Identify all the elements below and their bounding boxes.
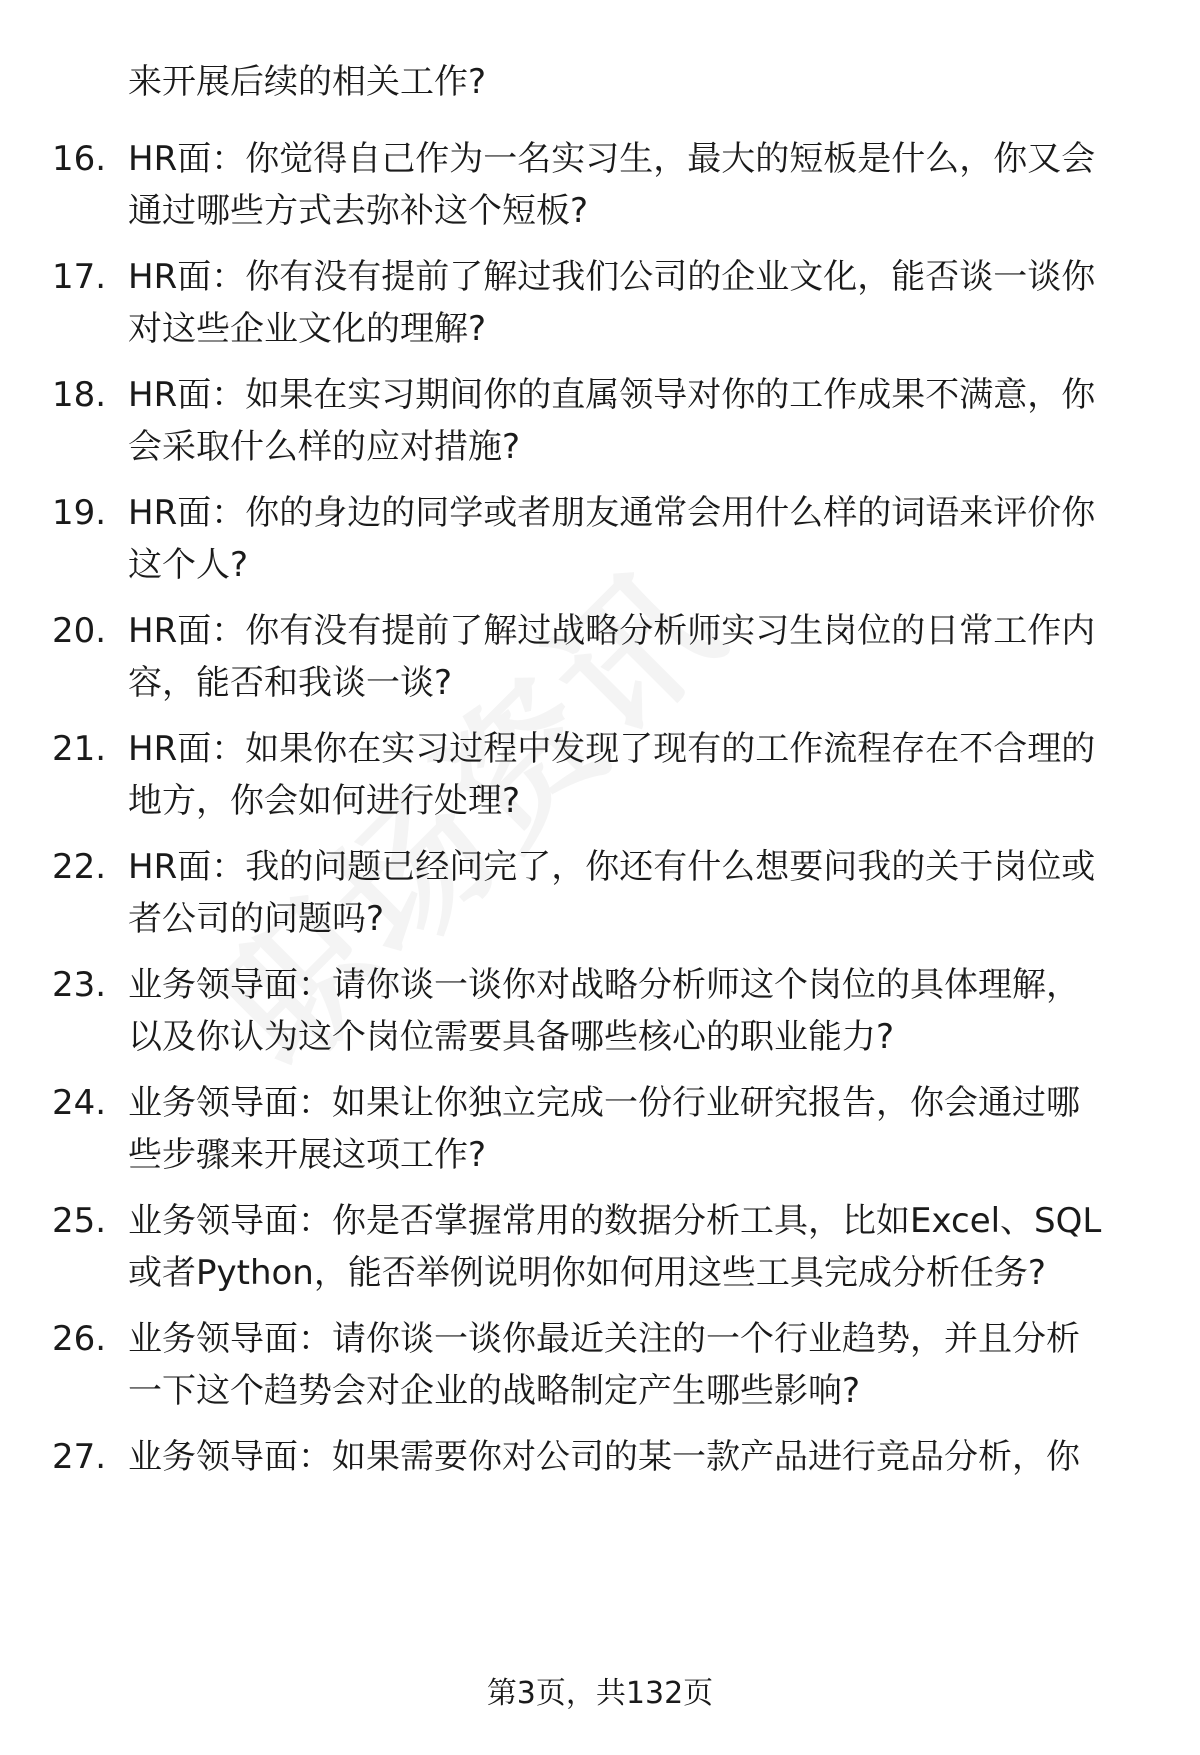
- item-line: 业务领导面：如果需要你对公司的某一款产品进行竞品分析，你: [128, 1437, 1080, 1477]
- item-number: 24.: [52, 1083, 107, 1123]
- item-line: 通过哪些方式去弥补这个短板?: [128, 191, 589, 231]
- item-line: 业务领导面：你是否掌握常用的数据分析工具，比如Excel、SQL: [128, 1201, 1102, 1241]
- item-number: 20.: [52, 611, 107, 651]
- item-text: [128, 1313, 1160, 1417]
- item-line: 业务领导面：请你谈一谈你对战略分析师这个岗位的具体理解，: [128, 965, 1080, 1005]
- page-footer: 第3页，共132页: [486, 1676, 714, 1711]
- item-text: [128, 1195, 1160, 1299]
- item-line: HR面：你有没有提前了解过我们公司的企业文化，能否谈一谈你: [128, 257, 1096, 297]
- item-number: 22.: [52, 847, 107, 887]
- item-number: 21.: [52, 729, 107, 769]
- item-text: [128, 841, 1160, 945]
- item-line: HR面：你的身边的同学或者朋友通常会用什么样的词语来评价你: [128, 493, 1096, 533]
- item-line: 容，能否和我谈一谈?: [128, 663, 453, 703]
- item-line: 以及你认为这个岗位需要具备哪些核心的职业能力?: [128, 1017, 895, 1057]
- item-line: 者公司的问题吗?: [128, 899, 385, 939]
- item-line: HR面：你有没有提前了解过战略分析师实习生岗位的日常工作内: [128, 611, 1096, 651]
- item-number: 18.: [52, 375, 107, 415]
- item-number: 16.: [52, 139, 107, 179]
- item-line: 一下这个趋势会对企业的战略制定产生哪些影响?: [128, 1371, 861, 1411]
- item-line: 会采取什么样的应对措施?: [128, 427, 521, 467]
- item-line: HR面：如果在实习期间你的直属领导对你的工作成果不满意，你: [128, 375, 1096, 415]
- item-number: 25.: [52, 1201, 107, 1241]
- item-number: 19.: [52, 493, 107, 533]
- item-line: 业务领导面：请你谈一谈你最近关注的一个行业趋势，并且分析: [128, 1319, 1080, 1359]
- item-text: [128, 1077, 1160, 1181]
- item-text: [128, 723, 1160, 827]
- item-line: 或者Python，能否举例说明你如何用这些工具完成分析任务?: [128, 1253, 1046, 1293]
- item-line: 地方，你会如何进行处理?: [128, 781, 521, 821]
- item-text: [128, 1431, 1160, 1483]
- item-number: 26.: [52, 1319, 107, 1359]
- continued-line: 来开展后续的相关工作?: [128, 62, 487, 102]
- item-line: HR面：你觉得自己作为一名实习生，最大的短板是什么，你又会: [128, 139, 1096, 179]
- item-text: [128, 605, 1160, 709]
- item-line: 业务领导面：如果让你独立完成一份行业研究报告，你会通过哪: [128, 1083, 1080, 1123]
- item-text: [128, 251, 1160, 355]
- item-line: HR面：我的问题已经问完了，你还有什么想要问我的关于岗位或: [128, 847, 1096, 887]
- item-number: 23.: [52, 965, 107, 1005]
- item-text: [128, 133, 1160, 237]
- item-line: 对这些企业文化的理解?: [128, 309, 487, 349]
- item-number: 17.: [52, 257, 107, 297]
- item-number: 27.: [52, 1437, 107, 1477]
- item-text: [128, 487, 1160, 591]
- item-text: [128, 369, 1160, 473]
- item-text: [128, 959, 1160, 1063]
- item-line: 这个人?: [128, 545, 249, 585]
- item-line: 些步骤来开展这项工作?: [128, 1135, 487, 1175]
- item-line: HR面：如果你在实习过程中发现了现有的工作流程存在不合理的: [128, 729, 1096, 769]
